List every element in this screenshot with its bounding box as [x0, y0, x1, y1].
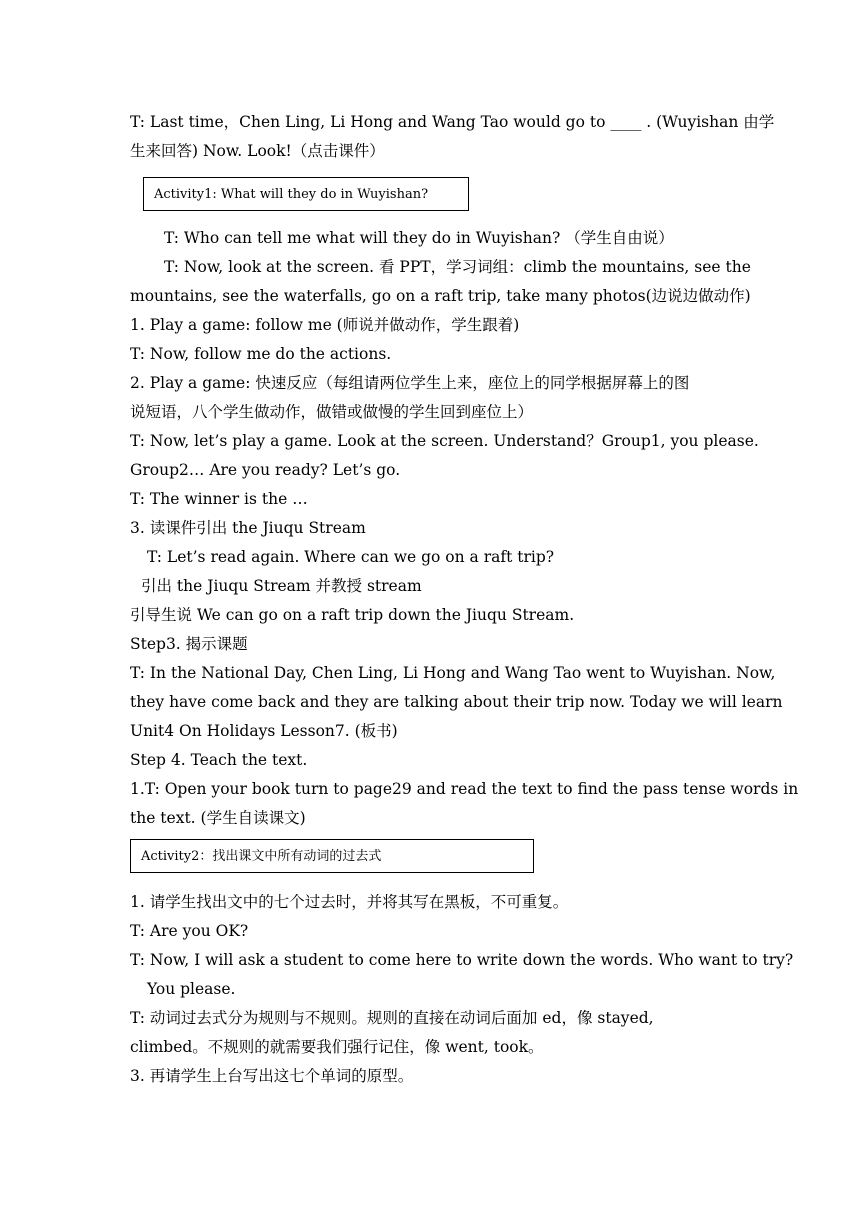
text-line: mountains, see the waterfalls, go on a raft trip, take many photos(边说边做动作) — [130, 287, 751, 305]
text-line: climbed。不规则的就需要我们强行记住，像 went, took。 — [130, 1038, 544, 1056]
activity1-box — [143, 177, 469, 211]
text-line: T: Now, I will ask a student to come here to write down the words. Who want to try? — [130, 951, 794, 969]
text-line: T: Now, follow me do the actions. — [130, 345, 392, 363]
text-line: they have come back and they are talking about their trip now. Today we will learn — [130, 693, 783, 711]
text-line: 1. 请学生找出文中的七个过去时，并将其写在黑板，不可重复。 — [130, 893, 569, 911]
text-line: Group2… Are you ready? Let’s go. — [130, 461, 401, 479]
activity1-label: Activity1: What will they do in Wuyishan? — [154, 187, 429, 202]
text-line: 引导生说 We can go on a raft trip down the Jiuqu Stream. — [130, 606, 575, 624]
text-line: T: Now, look at the screen. 看 PPT，学习词组：climb the mountains, see the — [164, 258, 751, 276]
text-line: 3. 读课件引出 the Jiuqu Stream — [130, 519, 366, 537]
text-line: Step3. 揭示课题 — [130, 635, 248, 653]
text-line: 说短语，八个学生做动作，做错或做慢的学生回到座位上） — [130, 403, 534, 421]
text-line: T: Who can tell me what will they do in Wuyishan? （学生自由说） — [164, 229, 674, 247]
activity2-label: Activity2：找出课文中所有动词的过去式 — [141, 849, 382, 864]
text-line: 生来回答) Now. Look!（点击课件） — [130, 142, 385, 160]
text-line: T: Now, let’s play a game. Look at the screen. Understand？Group1, you please. — [130, 432, 759, 450]
text-line: You please. — [147, 980, 236, 998]
text-line: T: In the National Day, Chen Ling, Li Hong and Wang Tao went to Wuyishan. Now, — [130, 664, 776, 682]
text-line: the text. (学生自读课文) — [130, 809, 306, 827]
text-line: Unit4 On Holidays Lesson7. (板书) — [130, 722, 398, 740]
text-line: T: Last time，Chen Ling, Li Hong and Wang Tao would go to ____ . (Wuyishan 由学 — [130, 113, 775, 131]
text-line: 3. 再请学生上台写出这七个单词的原型。 — [130, 1067, 414, 1085]
text-line: 1. Play a game: follow me (师说并做动作，学生跟着) — [130, 316, 520, 334]
text-line: 2. Play a game: 快速反应（每组请两位学生上来，座位上的同学根据屏幕上的图 — [130, 374, 690, 392]
text-line: T: 动词过去式分为规则与不规则。规则的直接在动词后面加 ed，像 stayed, — [130, 1009, 654, 1027]
text-line: T: The winner is the … — [130, 490, 308, 508]
activity2-box — [130, 839, 534, 873]
text-line: T: Let’s read again. Where can we go on a raft trip? — [147, 548, 555, 566]
text-line: 引出 the Jiuqu Stream 并教授 stream — [141, 577, 422, 595]
text-line: 1.T: Open your book turn to page29 and read the text to find the pass tense words in — [130, 780, 799, 798]
text-line: Step 4. Teach the text. — [130, 751, 308, 769]
text-line: T: Are you OK? — [130, 922, 249, 940]
